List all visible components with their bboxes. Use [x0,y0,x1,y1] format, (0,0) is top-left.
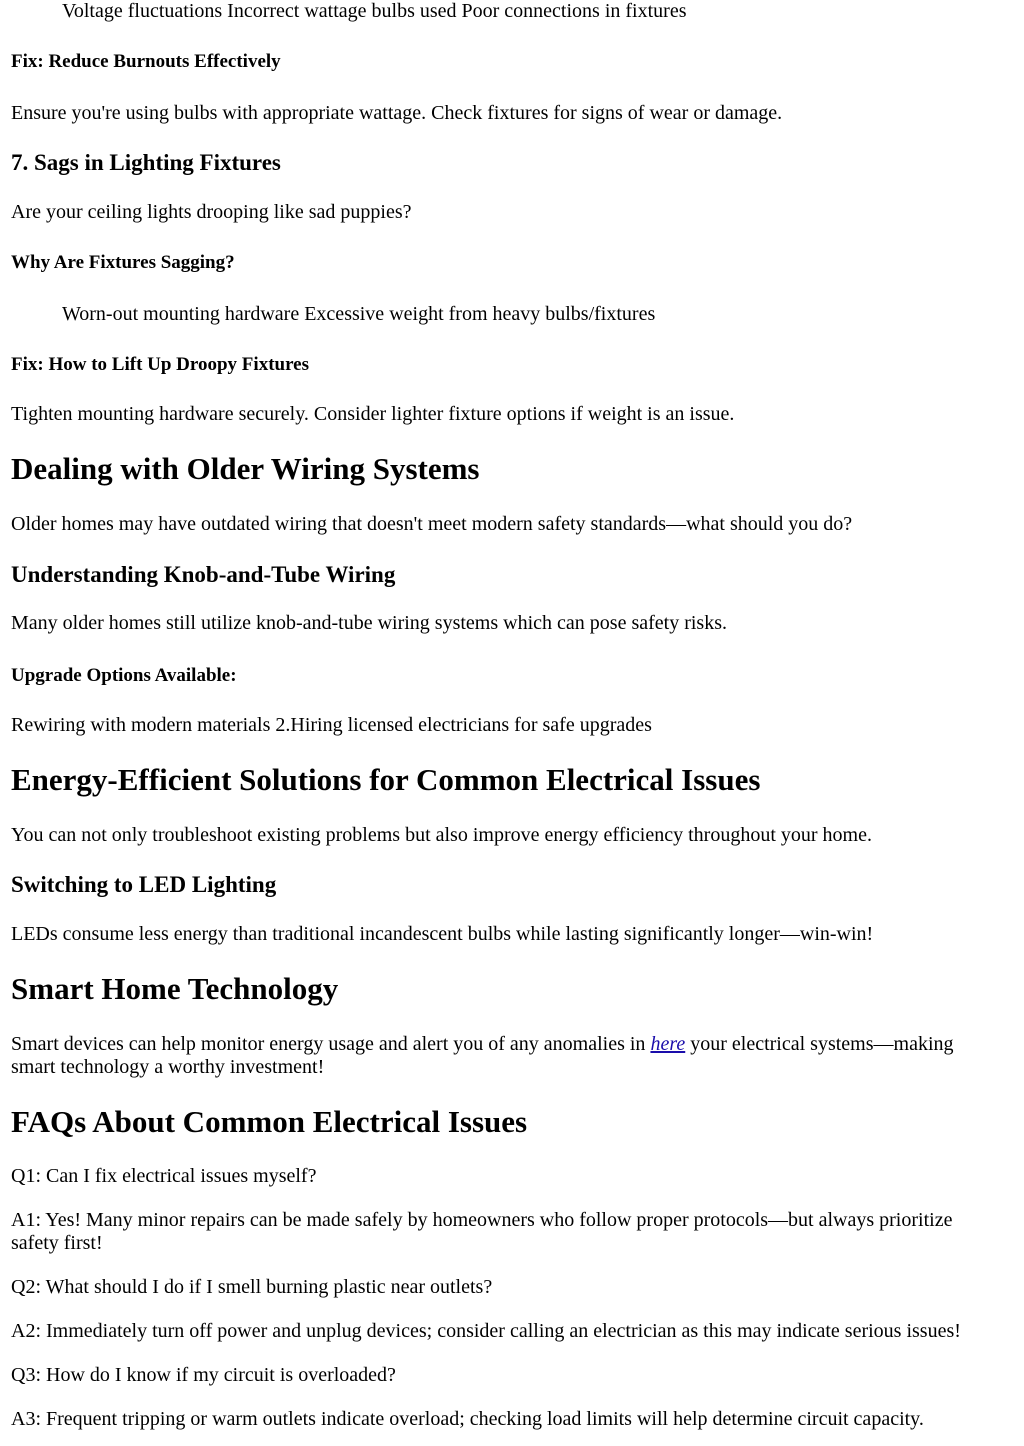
smart-home-heading: Smart Home Technology [11,971,339,1006]
burnout-fix-heading: Fix: Reduce Burnouts Effectively [11,51,281,72]
burnout-causes-list: Voltage fluctuations Incorrect wattage bulbs used Poor connections in fixtures [62,0,687,22]
older-wiring-intro: Older homes may have outdated wiring that doesn't meet modern safety standards—what should you do? [11,513,853,535]
faq-question-2: Q2: What should I do if I smell burning plastic near outlets? [11,1276,493,1298]
smart-text-after: your electrical systems—making smart technology a worthy investment! [11,1033,954,1078]
sags-intro: Are your ceiling lights drooping like sad puppies? [11,201,412,223]
knob-tube-heading: Understanding Knob-and-Tube Wiring [11,562,396,587]
faq-answer-1: A1: Yes! Many minor repairs can be made safely by homeowners who follow proper protocols—but always prioritize safety first! [11,1209,953,1254]
upgrade-text: Rewiring with modern materials 2.Hiring licensed electricians for safe upgrades [11,714,652,736]
faq-answer-3: A3: Frequent tripping or warm outlets indicate overload; checking load limits will help determine circuit capacity. [11,1408,924,1430]
sags-why-heading: Why Are Fixtures Sagging? [11,252,235,273]
older-wiring-heading: Dealing with Older Wiring Systems [11,451,480,486]
knob-tube-text: Many older homes still utilize knob-and-tube wiring systems which can pose safety risks. [11,612,727,634]
faq-answer-2: A2: Immediately turn off power and unplug devices; consider calling an electrician as this may indicate serious issues! [11,1320,961,1342]
smart-text-before: Smart devices can help monitor energy usage and alert you of any anomalies in [11,1033,651,1055]
faq-heading: FAQs About Common Electrical Issues [11,1104,528,1139]
smart-home-text [11,1033,1001,1079]
upgrade-heading: Upgrade Options Available: [11,665,237,686]
energy-heading: Energy-Efficient Solutions for Common Electrical Issues [11,762,761,797]
led-heading: Switching to LED Lighting [11,872,277,897]
sags-causes-list: Worn-out mounting hardware Excessive weight from heavy bulbs/fixtures [62,303,656,325]
faq-question-3: Q3: How do I know if my circuit is overloaded? [11,1364,396,1386]
sags-fix-text: Tighten mounting hardware securely. Consider lighter fixture options if weight is an issue. [11,403,735,425]
sags-fix-heading: Fix: How to Lift Up Droopy Fixtures [11,354,310,375]
energy-intro: You can not only troubleshoot existing problems but also improve energy efficiency throughout your home. [11,824,872,846]
sags-heading: 7. Sags in Lighting Fixtures [11,150,281,175]
led-text: LEDs consume less energy than traditional incandescent bulbs while lasting significantly longer—win-win! [11,923,874,945]
faq-question-1: Q1: Can I fix electrical issues myself? [11,1165,317,1187]
burnout-fix-text: Ensure you're using bulbs with appropriate wattage. Check fixtures for signs of wear or damage. [11,102,783,124]
here-link[interactable]: here [650,1033,686,1055]
